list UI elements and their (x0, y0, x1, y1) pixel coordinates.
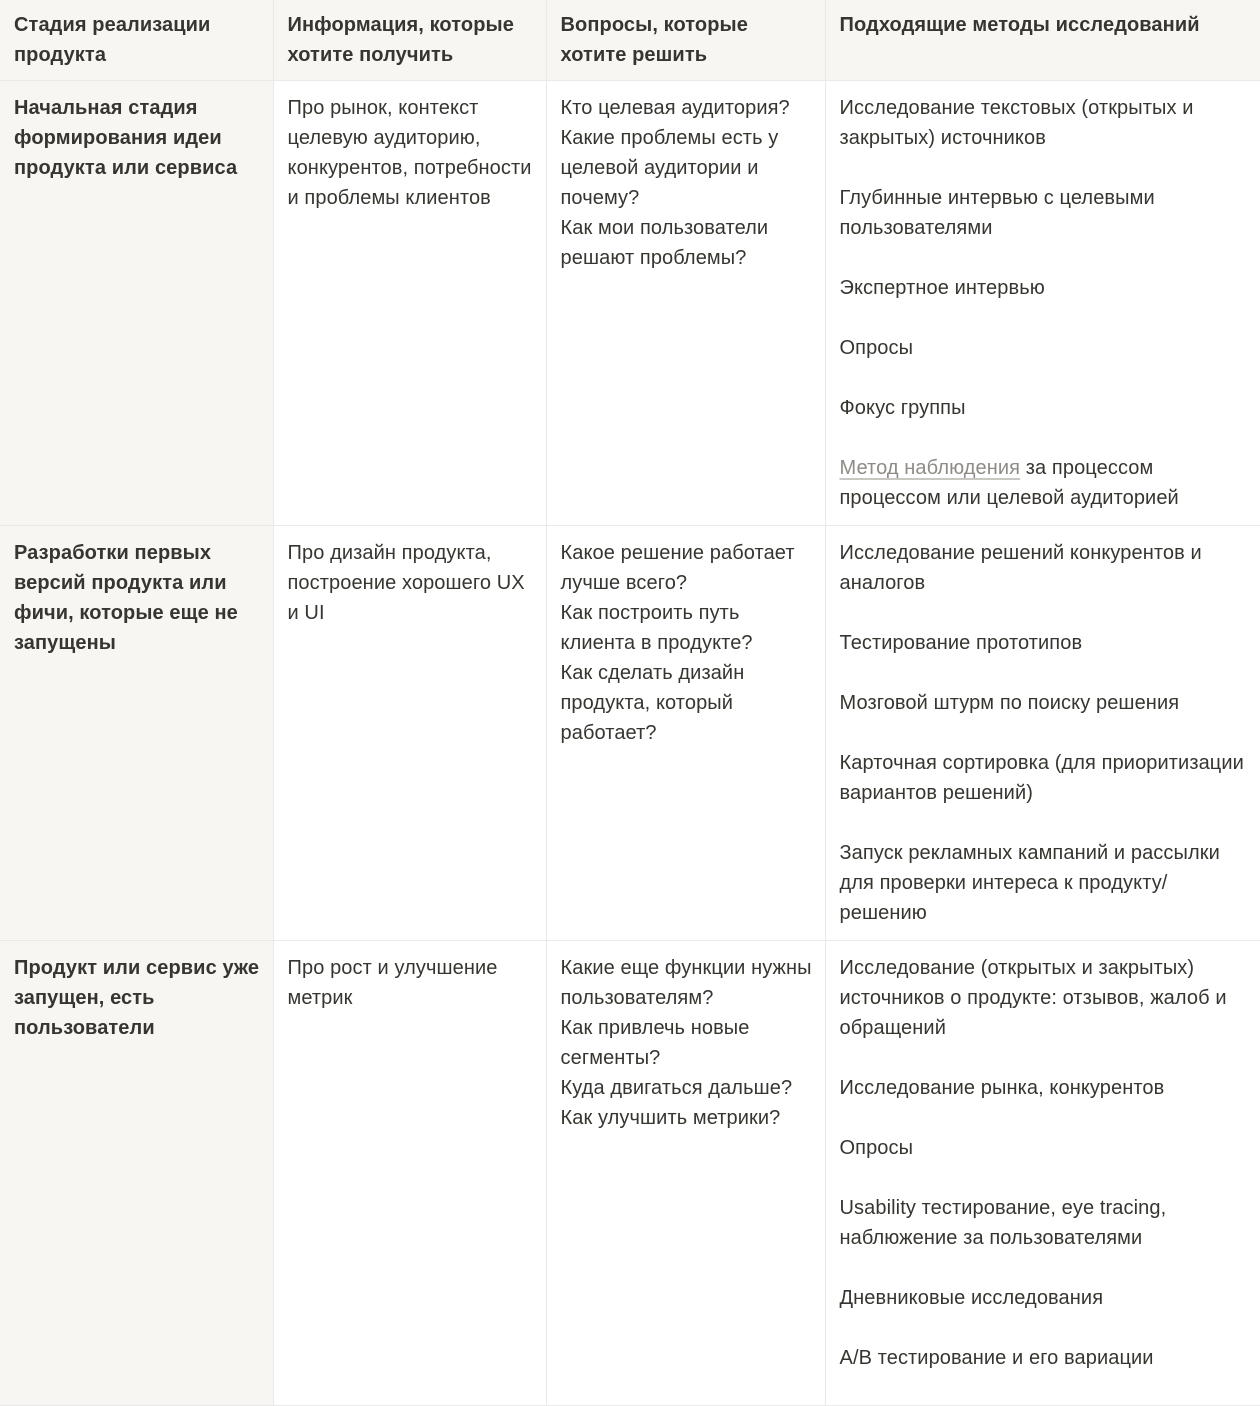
method-item: Глубинные интервью с целевыми пользователями (839, 187, 1155, 239)
method-item: A/B тестирование и его вариации (839, 1347, 1154, 1369)
stage-cell[interactable]: Продукт или сервис уже запущен, есть пользователи (0, 941, 273, 1406)
question-item: Какие проблемы есть у целевой аудитории и почему? (560, 127, 779, 209)
info-cell[interactable]: Про рынок, контекст целевую аудиторию, конкурентов, потребности и проблемы клиентов (273, 81, 546, 526)
method-item: Фокус группы (839, 397, 966, 419)
stage-cell[interactable]: Начальная стадия формирования идеи продукта или сервиса (0, 81, 273, 526)
methods-cell[interactable] (825, 941, 1260, 1406)
method-item (840, 453, 1251, 513)
method-item-text: за процессом процессом или целевой аудиторией (839, 457, 1179, 509)
header-questions[interactable]: Вопросы, которые хотите решить (546, 0, 825, 81)
method-item: Исследование решений конкурентов и аналогов (839, 542, 1202, 594)
question-item: Какое решение работает лучше всего? (560, 542, 795, 594)
method-item: Исследование текстовых (открытых и закрытых) источников (839, 97, 1194, 149)
method-item: Экспертное интервью (839, 277, 1045, 299)
method-item: Опросы (839, 1137, 914, 1159)
method-item: Дневниковые исследования (839, 1287, 1104, 1309)
questions-cell[interactable] (546, 526, 825, 941)
method-item: Исследование (открытых и закрытых) источников о продукте: отзывов, жалоб и обращений (839, 957, 1227, 1039)
table-row (0, 81, 1260, 526)
question-item: Как привлечь новые сегменты? (560, 1017, 750, 1069)
methods-cell[interactable] (825, 81, 1260, 526)
questions-cell[interactable] (546, 81, 825, 526)
header-stage[interactable]: Стадия реализации продукта (0, 0, 273, 81)
info-cell[interactable]: Про рост и улучшение метрик (273, 941, 546, 1406)
method-item: Тестирование прототипов (839, 632, 1083, 654)
method-item: Мозговой штурм по поиску решения (839, 692, 1180, 714)
header-info[interactable]: Информация, которые хотите получить (273, 0, 546, 81)
method-item: Карточная сортировка (для приоритизации вариантов решений) (839, 752, 1244, 804)
question-item: Куда двигаться дальше? (560, 1077, 793, 1099)
method-item: Запуск рекламных кампаний и рассылки для проверки интереса к продукту/решению (839, 842, 1220, 924)
question-item: Как улучшить метрики? (560, 1107, 781, 1129)
method-item: Usability тестирование, eye tracing, наблюжение за пользователями (839, 1197, 1167, 1249)
observation-method-link[interactable]: Метод наблюдения (839, 457, 1021, 479)
table-header-row (0, 0, 1260, 81)
question-item: Как мои пользователи решают проблемы? (560, 217, 769, 269)
question-item: Кто целевая аудитория? (560, 97, 790, 119)
question-item: Как сделать дизайн продукта, который работает? (560, 662, 745, 744)
methods-cell[interactable] (825, 526, 1260, 941)
method-item: Опросы (839, 337, 914, 359)
info-cell[interactable]: Про дизайн продукта, построение хорошего UX и UI (273, 526, 546, 941)
method-item: Исследование рынка, конкурентов (839, 1077, 1165, 1099)
questions-cell[interactable] (546, 941, 825, 1406)
table-row (0, 526, 1260, 941)
question-item: Какие еще функции нужны пользователям? (560, 957, 812, 1009)
table-row (0, 941, 1260, 1406)
header-methods[interactable]: Подходящие методы исследований (825, 0, 1260, 81)
stage-cell[interactable]: Разработки первых версий продукта или фичи, которые еще не запущены (0, 526, 273, 941)
question-item: Как построить путь клиента в продукте? (560, 602, 753, 654)
